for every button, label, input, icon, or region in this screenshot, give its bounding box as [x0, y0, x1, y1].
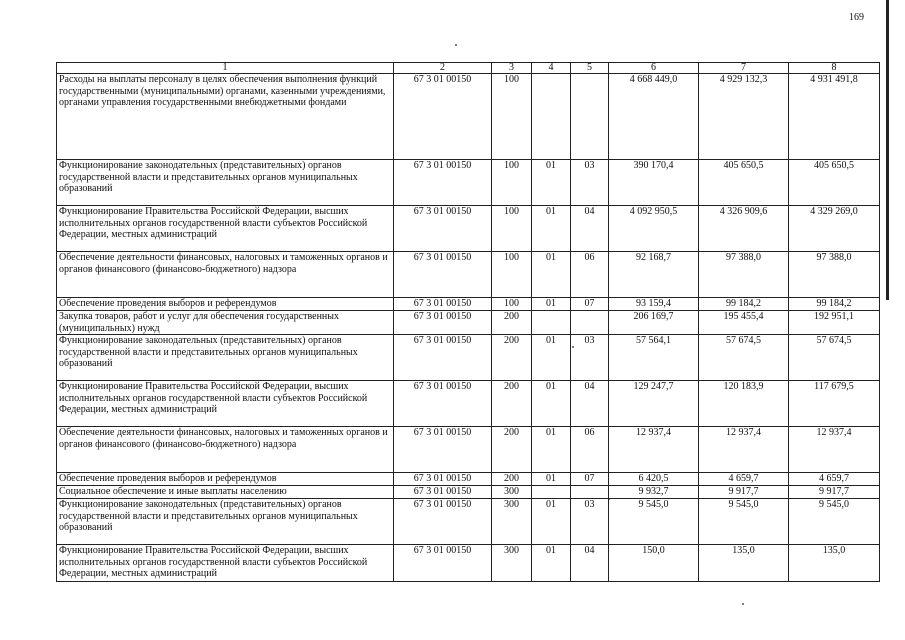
- row-rz: 01: [532, 335, 571, 381]
- row-value-2: 4 929 132,3: [699, 74, 789, 160]
- row-pr: 07: [571, 298, 609, 311]
- table-row: [57, 74, 880, 160]
- row-rz: 01: [532, 499, 571, 545]
- table-row: [57, 206, 880, 252]
- row-name: Функционирование Правительства Российской Федерации, высших исполнительных органов государственной власти субъектов Российской Федерации, местных администраций: [57, 545, 394, 582]
- row-name: Расходы на выплаты персоналу в целях обеспечения выполнения функций государственными (муниципальными) органами, казенными учреждениями, органами управления государственными внебюджетными фондами: [57, 74, 394, 160]
- row-code: 67 3 01 00150: [394, 499, 492, 545]
- row-vr: 200: [492, 473, 532, 486]
- row-value-1: 129 247,7: [609, 381, 699, 427]
- table-row: [57, 473, 880, 486]
- row-rz: 01: [532, 473, 571, 486]
- row-name: Закупка товаров, работ и услуг для обеспечения государственных (муниципальных) нужд: [57, 311, 394, 335]
- row-value-1: 6 420,5: [609, 473, 699, 486]
- row-name: Функционирование законодательных (представительных) органов государственной власти и представительных органов муниципальных образований: [57, 499, 394, 545]
- row-value-1: 206 169,7: [609, 311, 699, 335]
- row-code: 67 3 01 00150: [394, 545, 492, 582]
- header-cell: 7: [699, 63, 789, 74]
- row-name: Функционирование законодательных (представительных) органов государственной власти и представительных органов муниципальных образований: [57, 160, 394, 206]
- row-rz: 01: [532, 252, 571, 298]
- row-code: 67 3 01 00150: [394, 335, 492, 381]
- row-value-2: 57 674,5: [699, 335, 789, 381]
- row-rz: [532, 486, 571, 499]
- row-rz: 01: [532, 545, 571, 582]
- row-vr: 200: [492, 311, 532, 335]
- row-value-1: 12 937,4: [609, 427, 699, 473]
- header-cell: 5: [571, 63, 609, 74]
- header-cell: 6: [609, 63, 699, 74]
- row-value-2: 195 455,4: [699, 311, 789, 335]
- table-row: [57, 298, 880, 311]
- row-name: Обеспечение проведения выборов и референдумов: [57, 298, 394, 311]
- row-pr: 04: [571, 206, 609, 252]
- row-code: 67 3 01 00150: [394, 74, 492, 160]
- row-value-3: 4 659,7: [789, 473, 880, 486]
- row-value-3: 9 545,0: [789, 499, 880, 545]
- row-name: Функционирование законодательных (представительных) органов государственной власти и представительных органов муниципальных образований: [57, 335, 394, 381]
- row-value-3: 99 184,2: [789, 298, 880, 311]
- table-row: [57, 311, 880, 335]
- row-pr: 04: [571, 381, 609, 427]
- row-pr: [571, 311, 609, 335]
- row-value-2: 120 183,9: [699, 381, 789, 427]
- row-pr: 03: [571, 160, 609, 206]
- header-cell: 1: [57, 63, 394, 74]
- row-code: 67 3 01 00150: [394, 427, 492, 473]
- row-value-2: 9 545,0: [699, 499, 789, 545]
- row-code: 67 3 01 00150: [394, 206, 492, 252]
- row-vr: 200: [492, 427, 532, 473]
- row-rz: [532, 74, 571, 160]
- row-value-1: 390 170,4: [609, 160, 699, 206]
- row-value-3: 57 674,5: [789, 335, 880, 381]
- row-vr: 100: [492, 160, 532, 206]
- row-value-2: 4 659,7: [699, 473, 789, 486]
- row-pr: [571, 74, 609, 160]
- table-row: [57, 427, 880, 473]
- row-code: 67 3 01 00150: [394, 311, 492, 335]
- row-code: 67 3 01 00150: [394, 252, 492, 298]
- table-row: [57, 160, 880, 206]
- table-row: [57, 499, 880, 545]
- header-cell: 8: [789, 63, 880, 74]
- row-value-1: 9 932,7: [609, 486, 699, 499]
- row-value-1: 57 564,1: [609, 335, 699, 381]
- row-rz: 01: [532, 160, 571, 206]
- row-value-3: 97 388,0: [789, 252, 880, 298]
- row-value-1: 150,0: [609, 545, 699, 582]
- row-value-1: 93 159,4: [609, 298, 699, 311]
- table-body: [57, 74, 880, 582]
- table-row: [57, 545, 880, 582]
- scan-speck: [455, 44, 457, 46]
- table-row: [57, 335, 880, 381]
- budget-table: [56, 62, 880, 582]
- row-code: 67 3 01 00150: [394, 473, 492, 486]
- margin-line: [886, 0, 889, 300]
- row-value-1: 4 092 950,5: [609, 206, 699, 252]
- row-value-3: 192 951,1: [789, 311, 880, 335]
- row-vr: 300: [492, 486, 532, 499]
- row-pr: 03: [571, 335, 609, 381]
- row-value-3: 4 931 491,8: [789, 74, 880, 160]
- table-header-row: [57, 63, 880, 74]
- row-value-1: 4 668 449,0: [609, 74, 699, 160]
- row-rz: 01: [532, 206, 571, 252]
- row-value-2: 405 650,5: [699, 160, 789, 206]
- row-value-3: 4 329 269,0: [789, 206, 880, 252]
- row-value-3: 405 650,5: [789, 160, 880, 206]
- row-value-2: 4 326 909,6: [699, 206, 789, 252]
- row-value-3: 117 679,5: [789, 381, 880, 427]
- table-row: [57, 252, 880, 298]
- row-value-3: 12 937,4: [789, 427, 880, 473]
- row-rz: 01: [532, 298, 571, 311]
- row-value-3: 135,0: [789, 545, 880, 582]
- row-rz: [532, 311, 571, 335]
- row-name: Обеспечение проведения выборов и референдумов: [57, 473, 394, 486]
- row-value-2: 135,0: [699, 545, 789, 582]
- row-name: Обеспечение деятельности финансовых, налоговых и таможенных органов и органов финансового (финансово-бюджетного) надзора: [57, 427, 394, 473]
- row-name: Функционирование Правительства Российской Федерации, высших исполнительных органов государственной власти субъектов Российской Федерации, местных администраций: [57, 206, 394, 252]
- header-cell: 2: [394, 63, 492, 74]
- row-value-2: 99 184,2: [699, 298, 789, 311]
- header-cell: 3: [492, 63, 532, 74]
- scan-speck: [742, 603, 744, 605]
- row-value-3: 9 917,7: [789, 486, 880, 499]
- page-number: 169: [849, 12, 864, 23]
- row-vr: 200: [492, 381, 532, 427]
- row-code: 67 3 01 00150: [394, 298, 492, 311]
- row-code: 67 3 01 00150: [394, 381, 492, 427]
- row-vr: 100: [492, 252, 532, 298]
- row-vr: 200: [492, 335, 532, 381]
- row-rz: 01: [532, 427, 571, 473]
- row-value-1: 9 545,0: [609, 499, 699, 545]
- row-pr: 06: [571, 427, 609, 473]
- row-vr: 300: [492, 545, 532, 582]
- row-code: 67 3 01 00150: [394, 486, 492, 499]
- table-row: [57, 486, 880, 499]
- row-pr: 03: [571, 499, 609, 545]
- row-vr: 100: [492, 74, 532, 160]
- header-cell: 4: [532, 63, 571, 74]
- table-row: [57, 381, 880, 427]
- row-rz: 01: [532, 381, 571, 427]
- row-pr: 06: [571, 252, 609, 298]
- row-value-2: 9 917,7: [699, 486, 789, 499]
- row-pr: 07: [571, 473, 609, 486]
- row-vr: 300: [492, 499, 532, 545]
- row-name: Функционирование Правительства Российской Федерации, высших исполнительных органов государственной власти субъектов Российской Федерации, местных администраций: [57, 381, 394, 427]
- row-pr: 04: [571, 545, 609, 582]
- row-value-2: 12 937,4: [699, 427, 789, 473]
- row-code: 67 3 01 00150: [394, 160, 492, 206]
- row-vr: 100: [492, 206, 532, 252]
- row-vr: 100: [492, 298, 532, 311]
- row-name: Социальное обеспечение и иные выплаты населению: [57, 486, 394, 499]
- row-name: Обеспечение деятельности финансовых, налоговых и таможенных органов и органов финансового (финансово-бюджетного) надзора: [57, 252, 394, 298]
- row-pr: [571, 486, 609, 499]
- row-value-1: 92 168,7: [609, 252, 699, 298]
- row-value-2: 97 388,0: [699, 252, 789, 298]
